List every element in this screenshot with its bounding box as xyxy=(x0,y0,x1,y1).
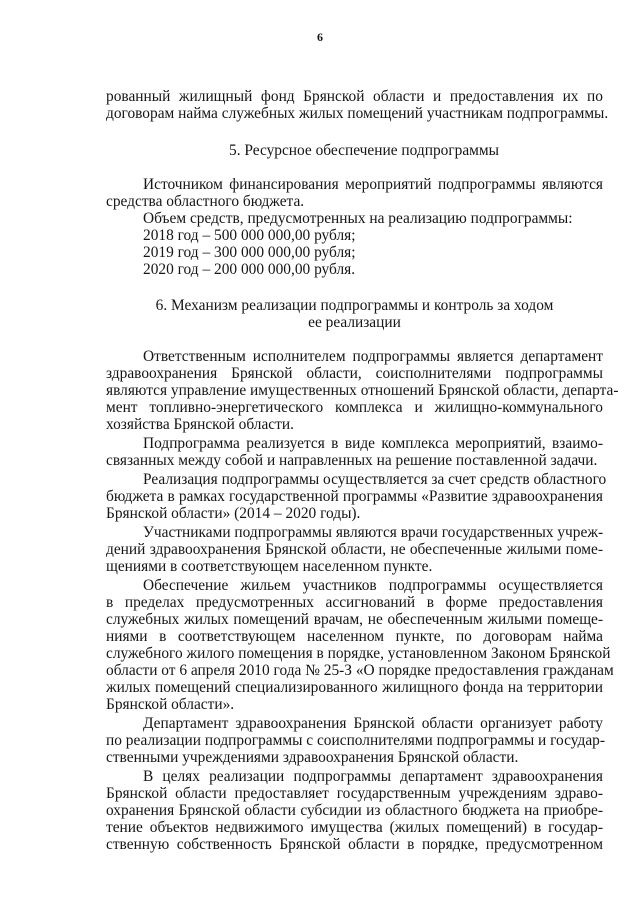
text-line: ственную собственность Брянской области в порядке, предусмотренном xyxy=(106,836,603,853)
text-line: Брянской области предоставляет государственным учреждениям здраво- xyxy=(106,785,603,802)
section-heading: 6. Механизм реализации подпрограммы и контроль за ходом xyxy=(155,297,554,314)
text-line: охранения Брянской области субсидии из областного бюджета на приобре- xyxy=(106,802,603,819)
text-line: служебного жилого помещения в порядке, установленном Законом Брянской xyxy=(106,645,611,662)
text-line: договорам найма служебных жилых помещений участникам подпрограммы. xyxy=(106,105,609,122)
text-line: здравоохранения Брянской области, соисполнителями подпрограммы xyxy=(106,365,603,382)
page-number: 6 xyxy=(317,30,323,44)
text-line: 2019 год – 300 000 000,00 рубля; xyxy=(143,244,356,261)
text-line: рованный жилищный фонд Брянской области и предоставления их по xyxy=(106,88,603,105)
text-line: Подпрограмма реализуется в виде комплекса мероприятий, взаимо- xyxy=(143,435,603,452)
text-line: по реализации подпрограммы с соисполнителями подпрограммы и государ- xyxy=(106,732,605,749)
text-line: ниями в соответствующем населенном пункте, по договорам найма xyxy=(106,628,603,645)
section-heading: 5. Ресурсное обеспечение подпрограммы xyxy=(229,142,499,159)
text-line: Ответственным исполнителем подпрограммы является департамент xyxy=(143,348,603,365)
text-line: хозяйства Брянской области. xyxy=(106,416,294,433)
text-line: щениями в соответствующем населенном пункте. xyxy=(106,558,433,575)
text-line: В целях реализации подпрограммы департамент здравоохранения xyxy=(143,768,603,785)
text-line: дений здравоохранения Брянской области, не обеспеченные жилыми поме- xyxy=(106,541,603,558)
text-line: средства областного бюджета. xyxy=(106,193,305,210)
section-heading: ее реализации xyxy=(308,314,401,331)
text-line: бюджета в рамках государственной программы «Развитие здравоохранения xyxy=(106,488,603,505)
text-line: связанных между собой и направленных на решение поставленной задачи. xyxy=(106,452,598,469)
text-line: Реализация подпрограммы осуществляется за счет средств областного xyxy=(143,471,607,488)
text-line: тение объектов недвижимого имущества (жилых помещений) в государ- xyxy=(106,819,603,836)
text-line: в пределах предусмотренных ассигнований в форме предоставления xyxy=(106,594,603,611)
text-line: Брянской области». xyxy=(106,696,235,713)
text-line: Департамент здравоохранения Брянской области организует работу xyxy=(143,715,603,732)
text-line: Обеспечение жильем участников подпрограммы осуществляется xyxy=(143,577,603,594)
text-line: являются управление имущественных отношений Брянской области, департа- xyxy=(106,382,619,399)
text-line: Объем средств, предусмотренных на реализацию подпрограммы: xyxy=(143,210,573,227)
text-line: Участниками подпрограммы являются врачи государственных учреж- xyxy=(143,524,604,541)
text-line: Брянской области» (2014 – 2020 годы). xyxy=(106,505,361,522)
text-line: Источником финансирования мероприятий подпрограммы являются xyxy=(143,176,603,193)
text-line: 2020 год – 200 000 000,00 рубля. xyxy=(143,261,356,278)
text-line: 2018 год – 500 000 000,00 рубля; xyxy=(143,227,356,244)
text-line: жилых помещений специализированного жилищного фонда на территории xyxy=(106,679,603,696)
text-line: служебных жилых помещений врачам, не обеспеченным жилыми помеще- xyxy=(106,611,603,628)
text-line: ственными учреждениями здравоохранения Брянской области. xyxy=(106,749,519,766)
text-line: мент топливно-энергетического комплекса и жилищно-коммунального xyxy=(106,399,603,416)
text-line: области от 6 апреля 2010 года № 25-З «О порядке предоставления гражданам xyxy=(106,662,614,679)
